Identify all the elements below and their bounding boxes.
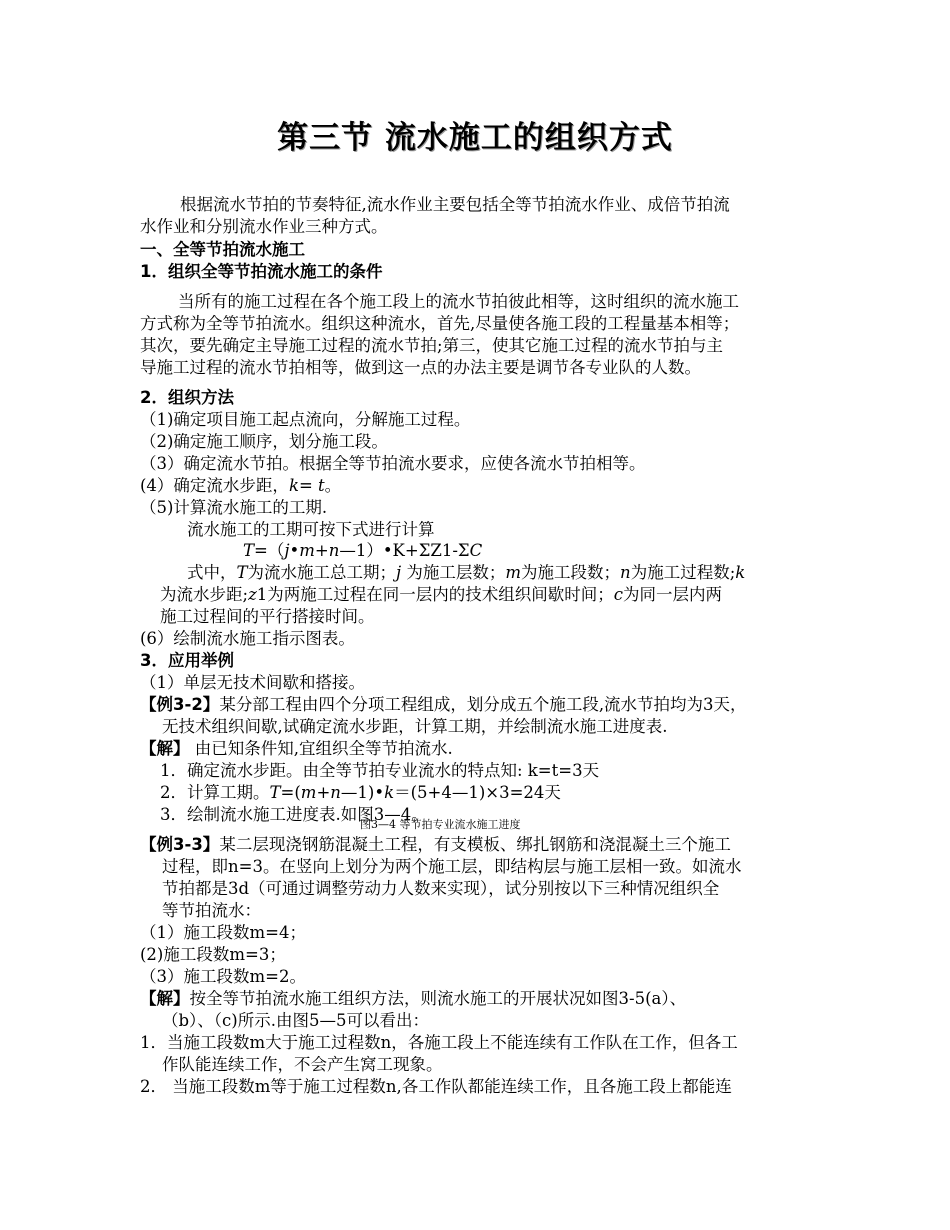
formula-where-line-2: 为流水步距;z1为两施工过程在同一层内的技术组织间歇时间；c为同一层内两	[160, 585, 723, 604]
heading-examples: 3．应用举例	[140, 651, 234, 670]
intro-line-2: 水作业和分别流水作业三种方式。	[140, 217, 388, 236]
method-step-6: (6）绘制流水施工指示图表。	[140, 629, 355, 648]
conditions-line-3: 其次，要先确定主导施工过程的流水节拍;第三，使其它施工过程的流水节拍与主	[140, 336, 724, 355]
example-3-2-line-2: 无技术组织间歇,试确定流水步距，计算工期，并绘制流水施工进度表.	[162, 717, 668, 736]
duration-formula: T=（j•m+n—1）•K+ΣZ1-ΣC	[243, 541, 483, 560]
figure-caption: 图3—4 等节拍专业流水施工进度	[360, 818, 521, 831]
solution-step-2: 2．计算工期。T=(m+n—1)•k＝(5+4—1)×3=24天	[160, 783, 561, 802]
case-item-1: （1）施工段数m=4；	[140, 923, 306, 942]
heading-section-1: 一、全等节拍流水施工	[140, 240, 305, 259]
solution-3-2: 【解】 由已知条件知,宜组织全等节拍流水.	[140, 739, 453, 758]
heading-method: 2．组织方法	[140, 388, 234, 407]
method-step-5-note: 流水施工的工期可按下式进行计算	[187, 520, 435, 539]
conditions-line-1: 当所有的施工过程在各个施工段上的流水节拍彼此相等，这时组织的流水施工	[178, 292, 739, 311]
method-step-1: （1)确定项目施工起点流向，分解施工过程。	[140, 410, 471, 429]
method-step-2: （2)确定施工顺序，划分施工段。	[140, 432, 388, 451]
example-3-3-line-3: 节拍都是3d（可通过调整劳动力人数来实现），试分别按以下三种情况组织全	[162, 879, 720, 898]
observation-1-line-2: 作队能连续工作，不会产生窝工现象。	[162, 1055, 443, 1074]
conditions-line-4: 导施工过程的流水节拍相等，做到这一点的办法主要是调节各专业队的人数。	[140, 358, 701, 377]
observation-2-line-1: 2． 当施工段数m等于施工过程数n,各工作队都能连续工作，且各施工段上都能连	[140, 1077, 732, 1096]
formula-where-line-1: 式中，T为流水施工总工期；j 为施工层数；m为施工段数；n为施工过程数;k	[187, 563, 746, 582]
method-step-3: （3）确定流水节拍。根据全等节拍流水要求，应使各流水节拍相等。	[140, 454, 646, 473]
observation-1-line-1: 1．当施工段数m大于施工过程数n，各施工段上不能连续有工作队在工作，但各工	[140, 1033, 738, 1052]
method-step-5: （5)计算流水施工的工期.	[140, 498, 328, 517]
solution-step-1: 1．确定流水步距。由全等节拍专业流水的特点知: k=t=3天	[160, 761, 600, 780]
solution-3-3-line-2: （b）、（c)所示.由图5—5可以看出：	[162, 1011, 429, 1030]
heading-conditions: 1．组织全等节拍流水施工的条件	[140, 262, 383, 281]
intro-line-1: 根据流水节拍的节奏特征,流水作业主要包括全等节拍流水作业、成倍节拍流	[180, 195, 730, 214]
solution-step-3: 3．绘制流水施工进度表.如图3—4。	[160, 805, 428, 824]
example-3-2-line-1: 【例3-2】某分部工程由四个分项工程组成，划分成五个施工段,流水节拍均为3天，	[140, 695, 747, 714]
case-item-2: (2)施工段数m=3；	[140, 945, 286, 964]
example-3-3-line-1: 【例3-3】某二层现浇钢筋混凝土工程，有支模板、绑扎钢筋和浇混凝土三个施工	[140, 835, 731, 854]
conditions-line-2: 方式称为全等节拍流水。组织这种流水，首先,尽量使各施工段的工程量基本相等；	[140, 314, 740, 333]
solution-3-3-line-1: 【解】按全等节拍流水施工组织方法，则流水施工的开展状况如图3-5(a）、	[140, 989, 687, 1008]
example-3-3-line-4: 等节拍流水：	[162, 901, 261, 920]
method-step-4: (4）确定流水步距，k= t。	[140, 476, 342, 495]
formula-where-line-3: 施工过程间的平行搭接时间。	[160, 607, 375, 626]
example-case-1: （1）单层无技术间歇和搭接。	[140, 673, 365, 692]
page-title: 第三节 流水施工的组织方式	[277, 120, 673, 156]
case-item-3: （3）施工段数m=2。	[140, 967, 306, 986]
example-3-3-line-2: 过程，即n=3。在竖向上划分为两个施工层，即结构层与施工层相一致。如流水	[162, 857, 742, 876]
